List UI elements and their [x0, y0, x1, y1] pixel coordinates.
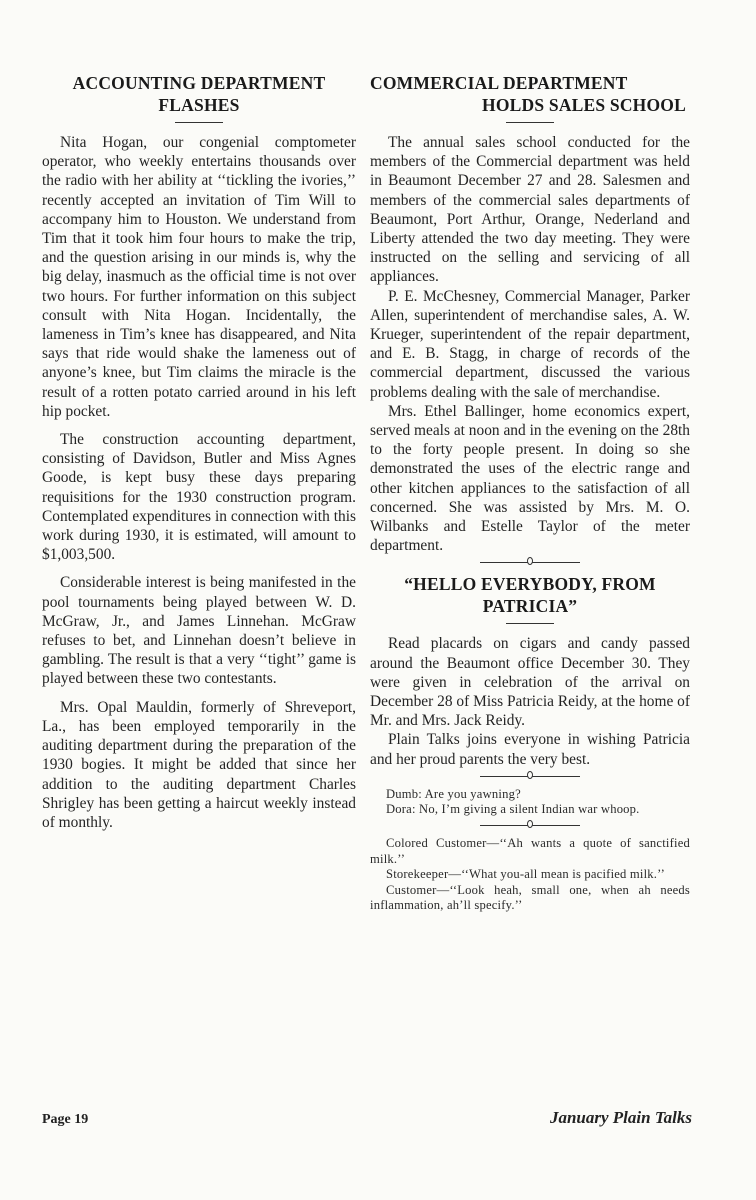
separator-circle-icon: [527, 771, 533, 779]
joke-line: Colored Customer—‘‘Ah wants a quote of sanctified milk.’’: [370, 836, 690, 866]
headline-hello-patricia: [370, 573, 690, 617]
headline-rule: [506, 623, 554, 624]
joke-line: Customer—‘‘Look heah, small one, when ah needs inflammation, ah’ll specify.’’: [370, 882, 690, 913]
paragraph: P. E. McChesney, Commercial Manager, Parker Allen, superintendent of merchandise sales, A. W. Krueger, superintendent of the repair department, and E. B. Stagg, in charge of records of the commercial department, discussed the various problems dealing with the sale of merchandise.: [370, 287, 690, 401]
paragraph: Considerable interest is being manifested in the pool tournaments being played between W. D. McGraw, Jr., and James Linnehan. McGraw refuses to bet, and Linnehan doesn’t believe in gambling. The result is that a very ‘‘tight’’ game is played between these two contestants.: [42, 574, 356, 688]
section-separator: [480, 773, 580, 781]
paragraph: Mrs. Opal Mauldin, formerly of Shreveport, La., has been employed temporarily in the auditing department during the preparation of the 1930 bogies. It might be added that since her addition to the auditing department Charles Shrigley has been getting a haircut weekly instead of monthly.: [42, 698, 356, 831]
publication-title: January Plain Talks: [549, 1108, 692, 1127]
separator-circle-icon: [527, 820, 533, 828]
joke-line: Dora: No, I’m giving a silent Indian war whoop.: [386, 802, 640, 817]
joke-line: Storekeeper—‘‘What you-all mean is pacified milk.’’: [386, 867, 665, 882]
right-column: [370, 72, 690, 914]
section-separator: [480, 822, 580, 830]
headline-line-1: “HELLO EVERYBODY, FROM: [404, 574, 656, 595]
paragraph: Plain Talks joins everyone in wishing Patricia and her proud parents the very best.: [370, 731, 690, 768]
separator-circle-icon: [527, 557, 533, 565]
left-column: [42, 72, 356, 841]
headline-accounting-department: [42, 72, 356, 116]
paragraph: Mrs. Ethel Ballinger, home economics expert, served meals at noon and in the evening on the 28th to the forty people present. In doing so she demonstrated the uses of the electric range and other kitchen appliances to the satisfaction of all concerned. She was assisted by Mrs. M. O. Wilbanks and Estelle Taylor of the meter department.: [370, 402, 690, 555]
page-number: Page 19: [42, 1112, 89, 1127]
headline-line-1: COMMERCIAL DEPARTMENT: [370, 73, 628, 93]
paragraph: Read placards on cigars and candy passed around the Beaumont office December 30. They were given in celebration of the arrival on December 28 of Miss Patricia Reidy, at the home of Mr. and Mrs. Jack Reidy.: [370, 635, 690, 730]
headline-rule: [506, 122, 554, 123]
headline-line-2: HOLDS SALES SCHOOL: [482, 95, 686, 115]
paragraph: The annual sales school conducted for the members of the Commercial department was held in Beaumont December 27 and 28. Salesmen and members of the commercial sales departments of Beaumont, Port Arthur, Orange, Nederland and Liberty attended the two day meeting. They were instructed on the selling and servicing of all appliances.: [370, 134, 690, 286]
paragraph: The construction accounting department, consisting of Davidson, Butler and Miss Agnes Goode, is kept busy these days preparing requisitions for the 1930 construction program. Contemplated expenditures in connection with this work during 1930, it is estimated, will amount to $1,003,500.: [42, 431, 356, 564]
section-separator: [480, 559, 580, 567]
headline-line-1: ACCOUNTING DEPARTMENT: [72, 73, 326, 93]
headline-line-2: FLASHES: [158, 95, 240, 115]
joke-line: Dumb: Are you yawning?: [386, 786, 521, 801]
paragraph: Nita Hogan, our congenial comptometer operator, who weekly entertains thousands over the radio with her ability at ‘‘tickling the ivories,’’ recently accepted an invitation of Tim Will to accompany him to Houston. We understand from Tim that it took him four hours to make the trip, and the question arising in our minds is, why the big delay, inasmuch as the official time is not over two hours. For further information on this subject consult with Nita Hogan. Incidentally, the lameness in Tim’s knee has disappeared, and Nita says that ride would shake the lameness out of anyone’s knee, but Tim claims the miracle is the result of a rotten potato carried around in his left hip pocket.: [42, 134, 356, 420]
headline-commercial-department: [370, 72, 690, 116]
headline-line-2: PATRICIA”: [482, 596, 578, 617]
headline-rule: [175, 122, 223, 123]
